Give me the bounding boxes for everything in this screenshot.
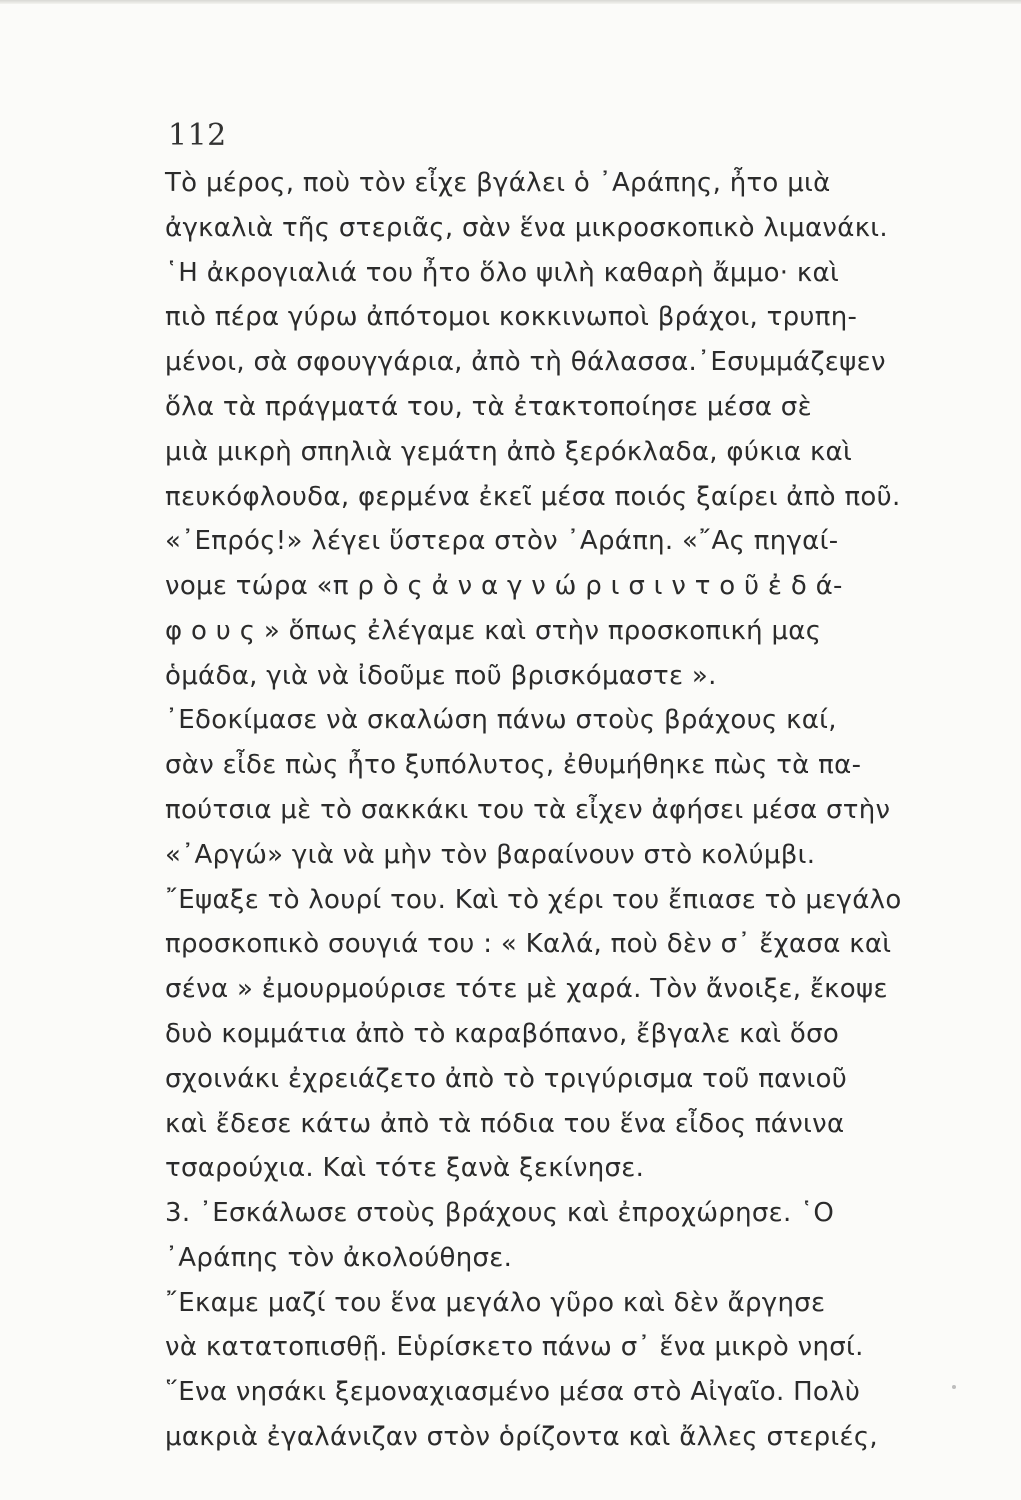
text-line: ὅλα τὰ πράγματά του, τὰ ἐτακτοποίησε μέσα σὲ [165, 392, 812, 422]
margin-speck [952, 1385, 956, 1389]
text-line: σχοινάκι ἐχρειάζετο ἀπὸ τὸ τριγύρισμα τοῦ πανιοῦ [165, 1064, 848, 1094]
text-line: ᾿Αράπης τὸν ἀκολούθησε. [165, 1243, 513, 1273]
text-line: «᾿Αργώ» γιὰ νὰ μὴν τὸν βαραίνουν στὸ κολύμβι. [165, 840, 816, 870]
text-line: φ ο υ ς » ὅπως ἐλέγαμε καὶ στὴν προσκοπική μας [165, 616, 822, 646]
page-top-edge [0, 0, 1021, 4]
text-line: σὰν εἶδε πὼς ἦτο ξυπόλυτος, ἐθυμήθηκε πὼς τὰ πα- [165, 750, 862, 780]
text-line: πούτσια μὲ τὸ σακκάκι του τὰ εἶχεν ἀφήσει μέσα στὴν [165, 795, 891, 825]
text-line: Τὸ μέρος, ποὺ τὸν εἶχε βγάλει ὁ ᾿Αράπης, ἦτο μιὰ [165, 168, 831, 198]
text-line: μακριὰ ἐγαλάνιζαν στὸν ὁρίζοντα καὶ ἄλλες στεριές, [165, 1422, 878, 1452]
text-line: ῎Εψαξε τὸ λουρί του. Καὶ τὸ χέρι του ἔπιασε τὸ μεγάλο [165, 885, 902, 915]
text-line: δυὸ κομμάτια ἀπὸ τὸ καραβόπανο, ἔβγαλε καὶ ὅσο [165, 1019, 840, 1049]
text-line: πευκόφλουδα, φερμένα ἐκεῖ μέσα ποιός ξαίρει ἀπὸ ποῦ. [165, 482, 901, 512]
text-line: μένοι, σὰ σφουγγάρια, ἀπὸ τὴ θάλασσα.᾿Εσυμμάζεψεν [165, 347, 886, 377]
text-line: καὶ ἔδεσε κάτω ἀπὸ τὰ πόδια του ἕνα εἶδος πάνινα [165, 1109, 845, 1139]
text-line: 3. ᾿Εσκάλωσε στοὺς βράχους καὶ ἐπροχώρησε. ῾Ο [165, 1198, 835, 1228]
page-number: 112 [168, 118, 227, 153]
text-line: ῾Η ἀκρογιαλιά του ἦτο ὅλο ψιλὴ καθαρὴ ἄμμο· καὶ [165, 258, 840, 288]
text-line: πιὸ πέρα γύρω ἀπότομοι κοκκινωποὶ βράχοι, τρυπη- [165, 302, 858, 332]
text-line: ὁμάδα, γιὰ νὰ ἰδοῦμε ποῦ βρισκόμαστε ». [165, 661, 717, 691]
text-line: νομε τώρα «π ρ ὸ ς ἀ ν α γ ν ώ ρ ι σ ι ν τ ο ῦ ἐ δ ά- [165, 571, 843, 601]
text-line: προσκοπικὸ σουγιά του : « Καλά, ποὺ δὲν σ᾿ ἔχασα καὶ [165, 929, 892, 959]
text-line: ᾿Εδοκίμασε νὰ σκαλώση πάνω στοὺς βράχους καί, [165, 705, 837, 735]
text-line: ἀγκαλιὰ τῆς στεριᾶς, σὰν ἕνα μικροσκοπικὸ λιμανάκι. [165, 213, 888, 243]
text-line: «᾿Επρός!» λέγει ὕστερα στὸν ᾿Αράπη. «῎Ας πηγαί- [165, 526, 839, 556]
text-line: σένα » ἐμουρμούρισε τότε μὲ χαρά. Τὸν ἄνοιξε, ἔκοψε [165, 974, 888, 1004]
text-line: μιὰ μικρὴ σπηλιὰ γεμάτη ἀπὸ ξερόκλαδα, φύκια καὶ [165, 437, 853, 467]
text-line: ῞Ενα νησάκι ξεμοναχιασμένο μέσα στὸ Αἰγαῖο. Πολὺ [165, 1377, 861, 1407]
text-line: νὰ κατατοπισθῇ. Εὑρίσκετο πάνω σ᾿ ἕνα μικρὸ νησί. [165, 1332, 864, 1362]
text-line: ῎Εκαμε μαζί του ἕνα μεγάλο γῦρο καὶ δὲν ἄργησε [165, 1288, 826, 1318]
text-line: τσαρούχια. Καὶ τότε ξανὰ ξεκίνησε. [165, 1153, 645, 1183]
